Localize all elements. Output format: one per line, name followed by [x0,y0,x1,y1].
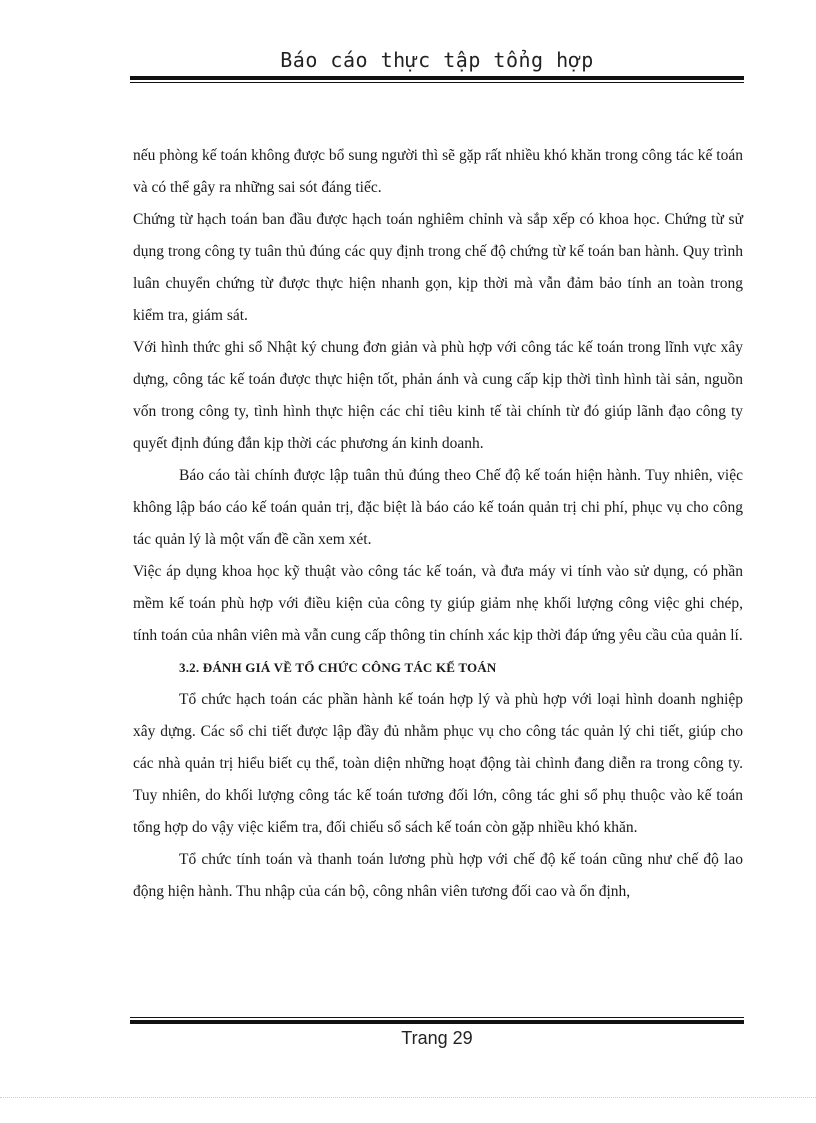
paragraph-5: Việc áp dụng khoa học kỹ thuật vào công tác kế toán, và đưa máy vi tính vào sử dụng, có phần mềm kế toán phù hợp với điều kiện của công ty giúp giảm nhẹ khối lượng công việc ghi chép, tính toán của nhân viên mà vẫn cung cấp thông tin chính xác kịp thời đáp ứng yêu cầu của quản lí. [133,563,743,644]
header-rule-thin [130,82,744,83]
paragraph-3: Với hình thức ghi sổ Nhật ký chung đơn giản và phù hợp với công tác kế toán trong lĩnh vực xây dựng, công tác kế toán được thực hiện tốt, phản ánh và cung cấp kịp thời tình hình tài sản, nguồn vốn trong công ty, tình hình thực hiện các chỉ tiêu kinh tế tài chính từ đó giúp lãnh đạo công ty quyết định đúng đắn kịp thời các phương án kinh doanh. [133,339,743,452]
section-heading: 3.2. ĐÁNH GIÁ VỀ TỔ CHỨC CÔNG TÁC KẾ TOÁN [179,660,497,675]
paragraph-2: Chứng từ hạch toán ban đầu được hạch toán nghiêm chỉnh và sắp xếp có khoa học. Chứng từ sử dụng trong công ty tuân thủ đúng các quy định trong chế độ chứng từ kế toán ban hành. Quy trình luân chuyển chứng từ được thực hiện nhanh gọn, kịp thời mà vẫn đảm bảo tính an toàn trong kiểm tra, giám sát. [133,211,743,324]
header-rule-thick [130,76,744,80]
paragraph-6: Tổ chức hạch toán các phần hành kế toán hợp lý và phù hợp với loại hình doanh nghiệp xây dựng. Các sổ chi tiết được lập đầy đủ nhằm phục vụ cho công tác quản lý chi tiết, giúp cho các nhà quản trị hiểu biết cụ thể, toàn diện những hoạt động tài chình đang diễn ra trong công ty. Tuy nhiên, do khối lượng công tác kế toán tương đối lớn, công tác ghi sổ phụ thuộc vào kế toán tổng hợp do vậy việc kiểm tra, đối chiếu sổ sách kế toán còn gặp nhiều khó khăn. [133,691,743,836]
page-number: Trang 29 [401,1028,473,1048]
footer-rule-thin [130,1017,744,1018]
paragraph-1: nếu phòng kế toán không được bổ sung người thì sẽ gặp rất nhiều khó khăn trong công tác kế toán và có thể gây ra những sai sót đáng tiếc. [133,147,743,196]
page-header-title: Báo cáo thực tập tổng hợp [280,48,594,72]
paragraph-7: Tổ chức tính toán và thanh toán lương phù hợp với chế độ kế toán cũng như chế độ lao động hiện hành. Thu nhập của cán bộ, công nhân viên tương đối cao và ổn định, [133,851,743,900]
page-edge-divider [0,1097,816,1098]
paragraph-4: Báo cáo tài chính được lập tuân thủ đúng theo Chế độ kế toán hiện hành. Tuy nhiên, việc không lập báo cáo kế toán quản trị, đặc biệt là báo cáo kế toán quản trị chi phí, phục vụ cho công tác quản lý là một vấn đề cần xem xét. [133,467,743,548]
footer-rule-thick [130,1020,744,1024]
document-body [133,140,743,908]
